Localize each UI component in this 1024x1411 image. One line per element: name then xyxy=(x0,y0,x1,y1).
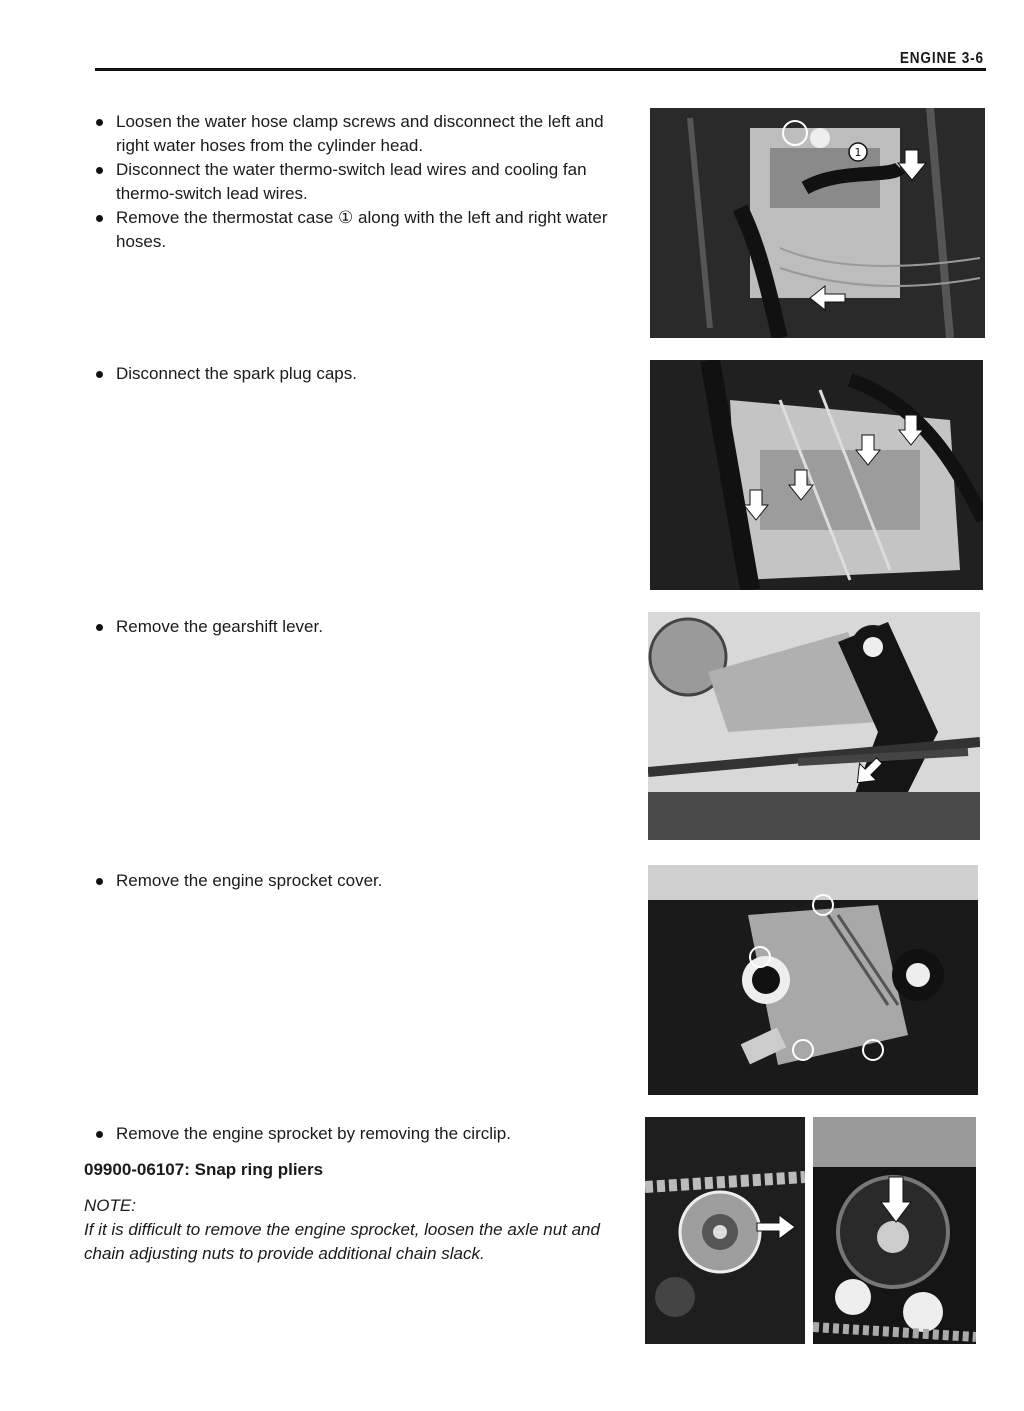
photo-callout-number: 1 xyxy=(854,146,862,159)
tool-name: : Snap ring pliers xyxy=(184,1160,324,1179)
section-thermostat xyxy=(84,110,629,254)
section-engine-sprocket xyxy=(84,1122,624,1266)
photo-spark-plug-caps xyxy=(650,360,983,590)
engine-photo-illustration xyxy=(650,108,985,338)
engine-photo-illustration xyxy=(645,1117,805,1344)
engine-photo-illustration xyxy=(813,1117,976,1344)
section-gearshift xyxy=(84,615,629,639)
engine-photo-illustration xyxy=(648,865,978,1095)
section-spark-plug xyxy=(84,362,629,386)
engine-photo-illustration xyxy=(648,612,980,840)
bullet-item: Remove the engine sprocket cover. xyxy=(84,869,629,893)
photo-gearshift-lever xyxy=(648,612,980,840)
photo-circlip-closeup xyxy=(813,1117,976,1344)
special-tool-line xyxy=(84,1158,624,1182)
bullet-item: Remove the engine sprocket by removing the circlip. xyxy=(84,1122,624,1146)
note-text: If it is difficult to remove the engine sprocket, loosen the axle nut and chain adjusting nuts to provide additional chain slack. xyxy=(84,1220,600,1263)
bullet-item: Remove the gearshift lever. xyxy=(84,615,629,639)
bullet-item: Loosen the water hose clamp screws and disconnect the left and right water hoses from the cylinder head. xyxy=(84,110,629,158)
tool-code: 09900-06107 xyxy=(84,1160,185,1179)
photo-thermostat-case xyxy=(650,108,985,338)
photo-engine-sprocket-chain xyxy=(645,1117,805,1344)
note-label: NOTE: xyxy=(84,1196,136,1215)
bullet-item: Disconnect the spark plug caps. xyxy=(84,362,629,386)
bullet-item: Disconnect the water thermo-switch lead wires and cooling fan thermo-switch lead wires. xyxy=(84,158,629,206)
header-rule xyxy=(95,68,986,71)
engine-photo-illustration xyxy=(650,360,983,590)
bullet-item: Remove the thermostat case ① along with the left and right water hoses. xyxy=(84,206,629,254)
photo-engine-sprocket-cover xyxy=(648,865,978,1095)
page-header-title: ENGINE 3-6 xyxy=(899,50,984,67)
section-sprocket-cover xyxy=(84,869,629,893)
